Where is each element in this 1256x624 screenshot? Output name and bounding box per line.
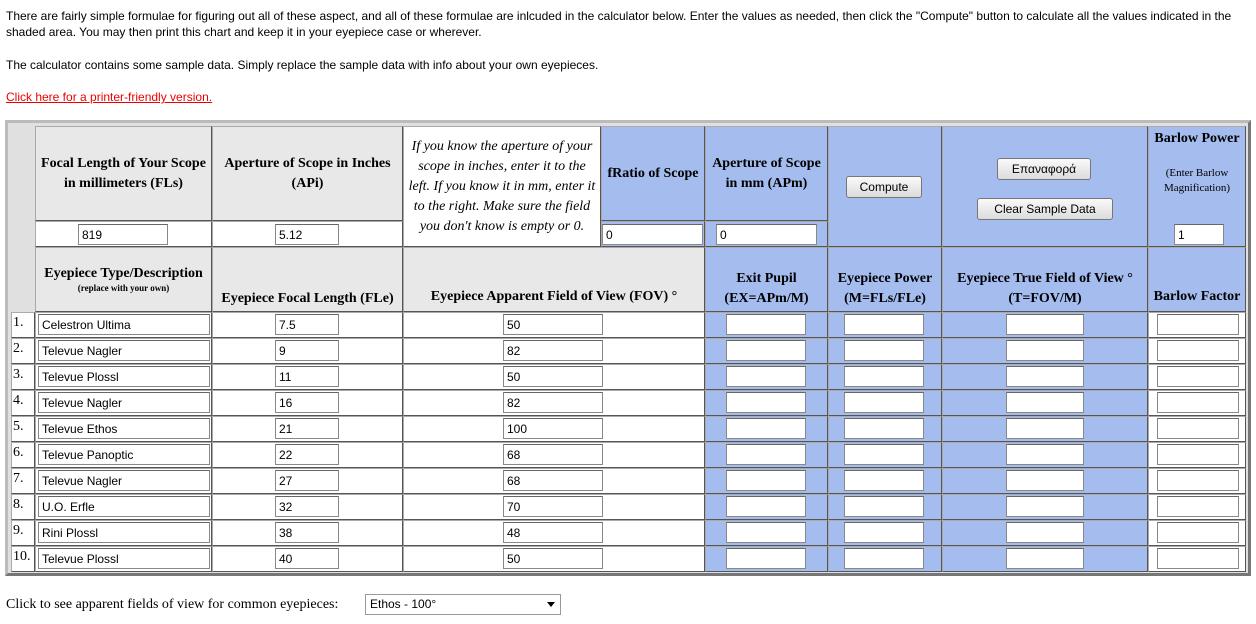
- row-number: 1.: [11, 312, 35, 338]
- barlow-factor-output[interactable]: [1157, 496, 1239, 517]
- eyepiece-power-output[interactable]: [844, 366, 924, 387]
- true-fov-output[interactable]: [1006, 470, 1084, 491]
- exit-pupil-output[interactable]: [726, 418, 806, 439]
- eyepiece-name-input[interactable]: [38, 444, 210, 465]
- apparent-fov-input[interactable]: [503, 548, 603, 569]
- apparent-fov-input[interactable]: [503, 418, 603, 439]
- aperture-mm-header: Aperture of Scope in mm (APm): [705, 126, 828, 221]
- eyepiece-focal-length-input[interactable]: [275, 340, 339, 361]
- true-fov-output[interactable]: [1006, 366, 1084, 387]
- true-fov-header: Eyepiece True Field of View ° (T=FOV/M): [942, 247, 1148, 312]
- eyepiece-focal-length-input[interactable]: [275, 470, 339, 491]
- printer-friendly-link[interactable]: Click here for a printer-friendly version.: [6, 90, 213, 104]
- exit-pupil-header: Exit Pupil (EX=APm/M): [705, 247, 828, 312]
- eyepiece-focal-length-input[interactable]: [275, 366, 339, 387]
- barlow-factor-output[interactable]: [1157, 522, 1239, 543]
- eyepiece-focal-length-input[interactable]: [275, 418, 339, 439]
- eyepiece-name-input[interactable]: [38, 366, 210, 387]
- apparent-fov-input[interactable]: [503, 470, 603, 491]
- true-fov-output[interactable]: [1006, 522, 1084, 543]
- true-fov-output[interactable]: [1006, 340, 1084, 361]
- exit-pupil-output[interactable]: [726, 522, 806, 543]
- eyepiece-power-output[interactable]: [844, 522, 924, 543]
- sample-note: The calculator contains some sample data. Simply replace the sample data with info about your own eyepieces.: [6, 58, 599, 72]
- reset-clear-cell: [942, 126, 1148, 247]
- eyepiece-name-input[interactable]: [38, 340, 210, 361]
- eyepiece-power-output[interactable]: [844, 392, 924, 413]
- true-fov-output[interactable]: [1006, 392, 1084, 413]
- barlow-factor-output[interactable]: [1157, 314, 1239, 335]
- clear-sample-data-button[interactable]: Clear Sample Data: [977, 198, 1113, 220]
- row-number: 4.: [11, 390, 35, 416]
- exit-pupil-output[interactable]: [726, 392, 806, 413]
- row-number: 5.: [11, 416, 35, 442]
- row-number: 6.: [11, 442, 35, 468]
- eyepiece-power-output[interactable]: [844, 548, 924, 569]
- eyepiece-type-header: Eyepiece Type/Description (replace with your own): [35, 247, 212, 312]
- row-number: 8.: [11, 494, 35, 520]
- eyepiece-focal-length-input[interactable]: [275, 548, 339, 569]
- eyepiece-power-output[interactable]: [844, 418, 924, 439]
- barlow-factor-header: Barlow Factor: [1148, 247, 1246, 312]
- eyepiece-name-input[interactable]: [38, 418, 210, 439]
- eyepiece-power-output[interactable]: [844, 314, 924, 335]
- common-eyepieces-select[interactable]: Ethos - 100°: [365, 594, 561, 615]
- eyepiece-name-input[interactable]: [38, 522, 210, 543]
- eyepiece-focal-length-input[interactable]: [275, 314, 339, 335]
- true-fov-output[interactable]: [1006, 314, 1084, 335]
- apparent-fov-input[interactable]: [503, 366, 603, 387]
- exit-pupil-output[interactable]: [726, 496, 806, 517]
- eyepiece-power-output[interactable]: [844, 444, 924, 465]
- barlow-factor-output[interactable]: [1157, 392, 1239, 413]
- apparent-fov-input[interactable]: [503, 522, 603, 543]
- eyepiece-name-input[interactable]: [38, 470, 210, 491]
- eyepiece-power-header: Eyepiece Power (M=FLs/FLe): [828, 247, 942, 312]
- row-number: 2.: [11, 338, 35, 364]
- exit-pupil-output[interactable]: [726, 470, 806, 491]
- barlow-factor-output[interactable]: [1157, 340, 1239, 361]
- eyepiece-name-input[interactable]: [38, 548, 210, 569]
- true-fov-output[interactable]: [1006, 548, 1084, 569]
- row-number: 7.: [11, 468, 35, 494]
- eyepiece-focal-length-input[interactable]: [275, 444, 339, 465]
- chevron-down-icon: [547, 602, 555, 607]
- apparent-fov-input[interactable]: [503, 496, 603, 517]
- exit-pupil-output[interactable]: [726, 314, 806, 335]
- barlow-factor-output[interactable]: [1157, 366, 1239, 387]
- true-fov-output[interactable]: [1006, 418, 1084, 439]
- apparent-fov-header: Eyepiece Apparent Field of View (FOV) °: [403, 247, 705, 312]
- apparent-fov-input[interactable]: [503, 340, 603, 361]
- focal-length-input[interactable]: [78, 224, 168, 245]
- barlow-factor-output[interactable]: [1157, 418, 1239, 439]
- aperture-help-text: If you know the aperture of your scope in inches, enter it to the left. If you know it in mm, enter it to the right. Make sure the field you don't know is empty or 0.: [403, 126, 601, 247]
- eyepiece-power-output[interactable]: [844, 496, 924, 517]
- true-fov-output[interactable]: [1006, 444, 1084, 465]
- barlow-power-title: Barlow Power: [1154, 131, 1240, 146]
- barlow-power-input[interactable]: [1174, 224, 1224, 245]
- fratio-header: fRatio of Scope: [601, 126, 705, 221]
- reset-button[interactable]: Επαναφορά: [997, 158, 1091, 180]
- eyepiece-focal-length-input[interactable]: [275, 496, 339, 517]
- intro-paragraph: There are fairly simple formulae for figuring out all of these aspect, and all of these formulae are inlcuded in the calculator below. Enter the values as needed, then click the "Compute" button to calculate all the values indicated in the shaded area. You may then print this chart and keep it in your eyepiece case or wherever.: [6, 9, 1232, 39]
- barlow-factor-output[interactable]: [1157, 444, 1239, 465]
- row-number: 9.: [11, 520, 35, 546]
- eyepiece-name-input[interactable]: [38, 314, 210, 335]
- row-number: 10.: [11, 546, 35, 572]
- apparent-fov-input[interactable]: [503, 392, 603, 413]
- exit-pupil-output[interactable]: [726, 548, 806, 569]
- eyepiece-calculator: [5, 120, 1251, 576]
- barlow-factor-output[interactable]: [1157, 548, 1239, 569]
- eyepiece-name-input[interactable]: [38, 496, 210, 517]
- aperture-inches-header: Aperture of Scope in Inches (APi): [212, 126, 403, 221]
- common-eyepieces-label: Click to see apparent fields of view for common eyepieces:: [6, 597, 339, 612]
- exit-pupil-output[interactable]: [726, 366, 806, 387]
- barlow-factor-output[interactable]: [1157, 470, 1239, 491]
- eyepiece-name-input[interactable]: [38, 392, 210, 413]
- eyepiece-focal-length-header: Eyepiece Focal Length (FLe): [212, 247, 403, 312]
- apparent-fov-input[interactable]: [503, 444, 603, 465]
- eyepiece-power-output[interactable]: [844, 340, 924, 361]
- exit-pupil-output[interactable]: [726, 444, 806, 465]
- apparent-fov-input[interactable]: [503, 314, 603, 335]
- row-number: 3.: [11, 364, 35, 390]
- fratio-input[interactable]: [602, 224, 703, 245]
- eyepiece-power-output[interactable]: [844, 470, 924, 491]
- aperture-inches-input[interactable]: [275, 224, 339, 245]
- true-fov-output[interactable]: [1006, 496, 1084, 517]
- exit-pupil-output[interactable]: [726, 340, 806, 361]
- eyepiece-focal-length-input[interactable]: [275, 392, 339, 413]
- aperture-mm-input[interactable]: [716, 224, 817, 245]
- barlow-power-subtitle: (Enter Barlow Magnification): [1164, 167, 1230, 194]
- focal-length-header: Focal Length of Your Scope in millimeters (FLs): [35, 126, 212, 221]
- eyepiece-focal-length-input[interactable]: [275, 522, 339, 543]
- compute-button[interactable]: Compute: [846, 176, 922, 198]
